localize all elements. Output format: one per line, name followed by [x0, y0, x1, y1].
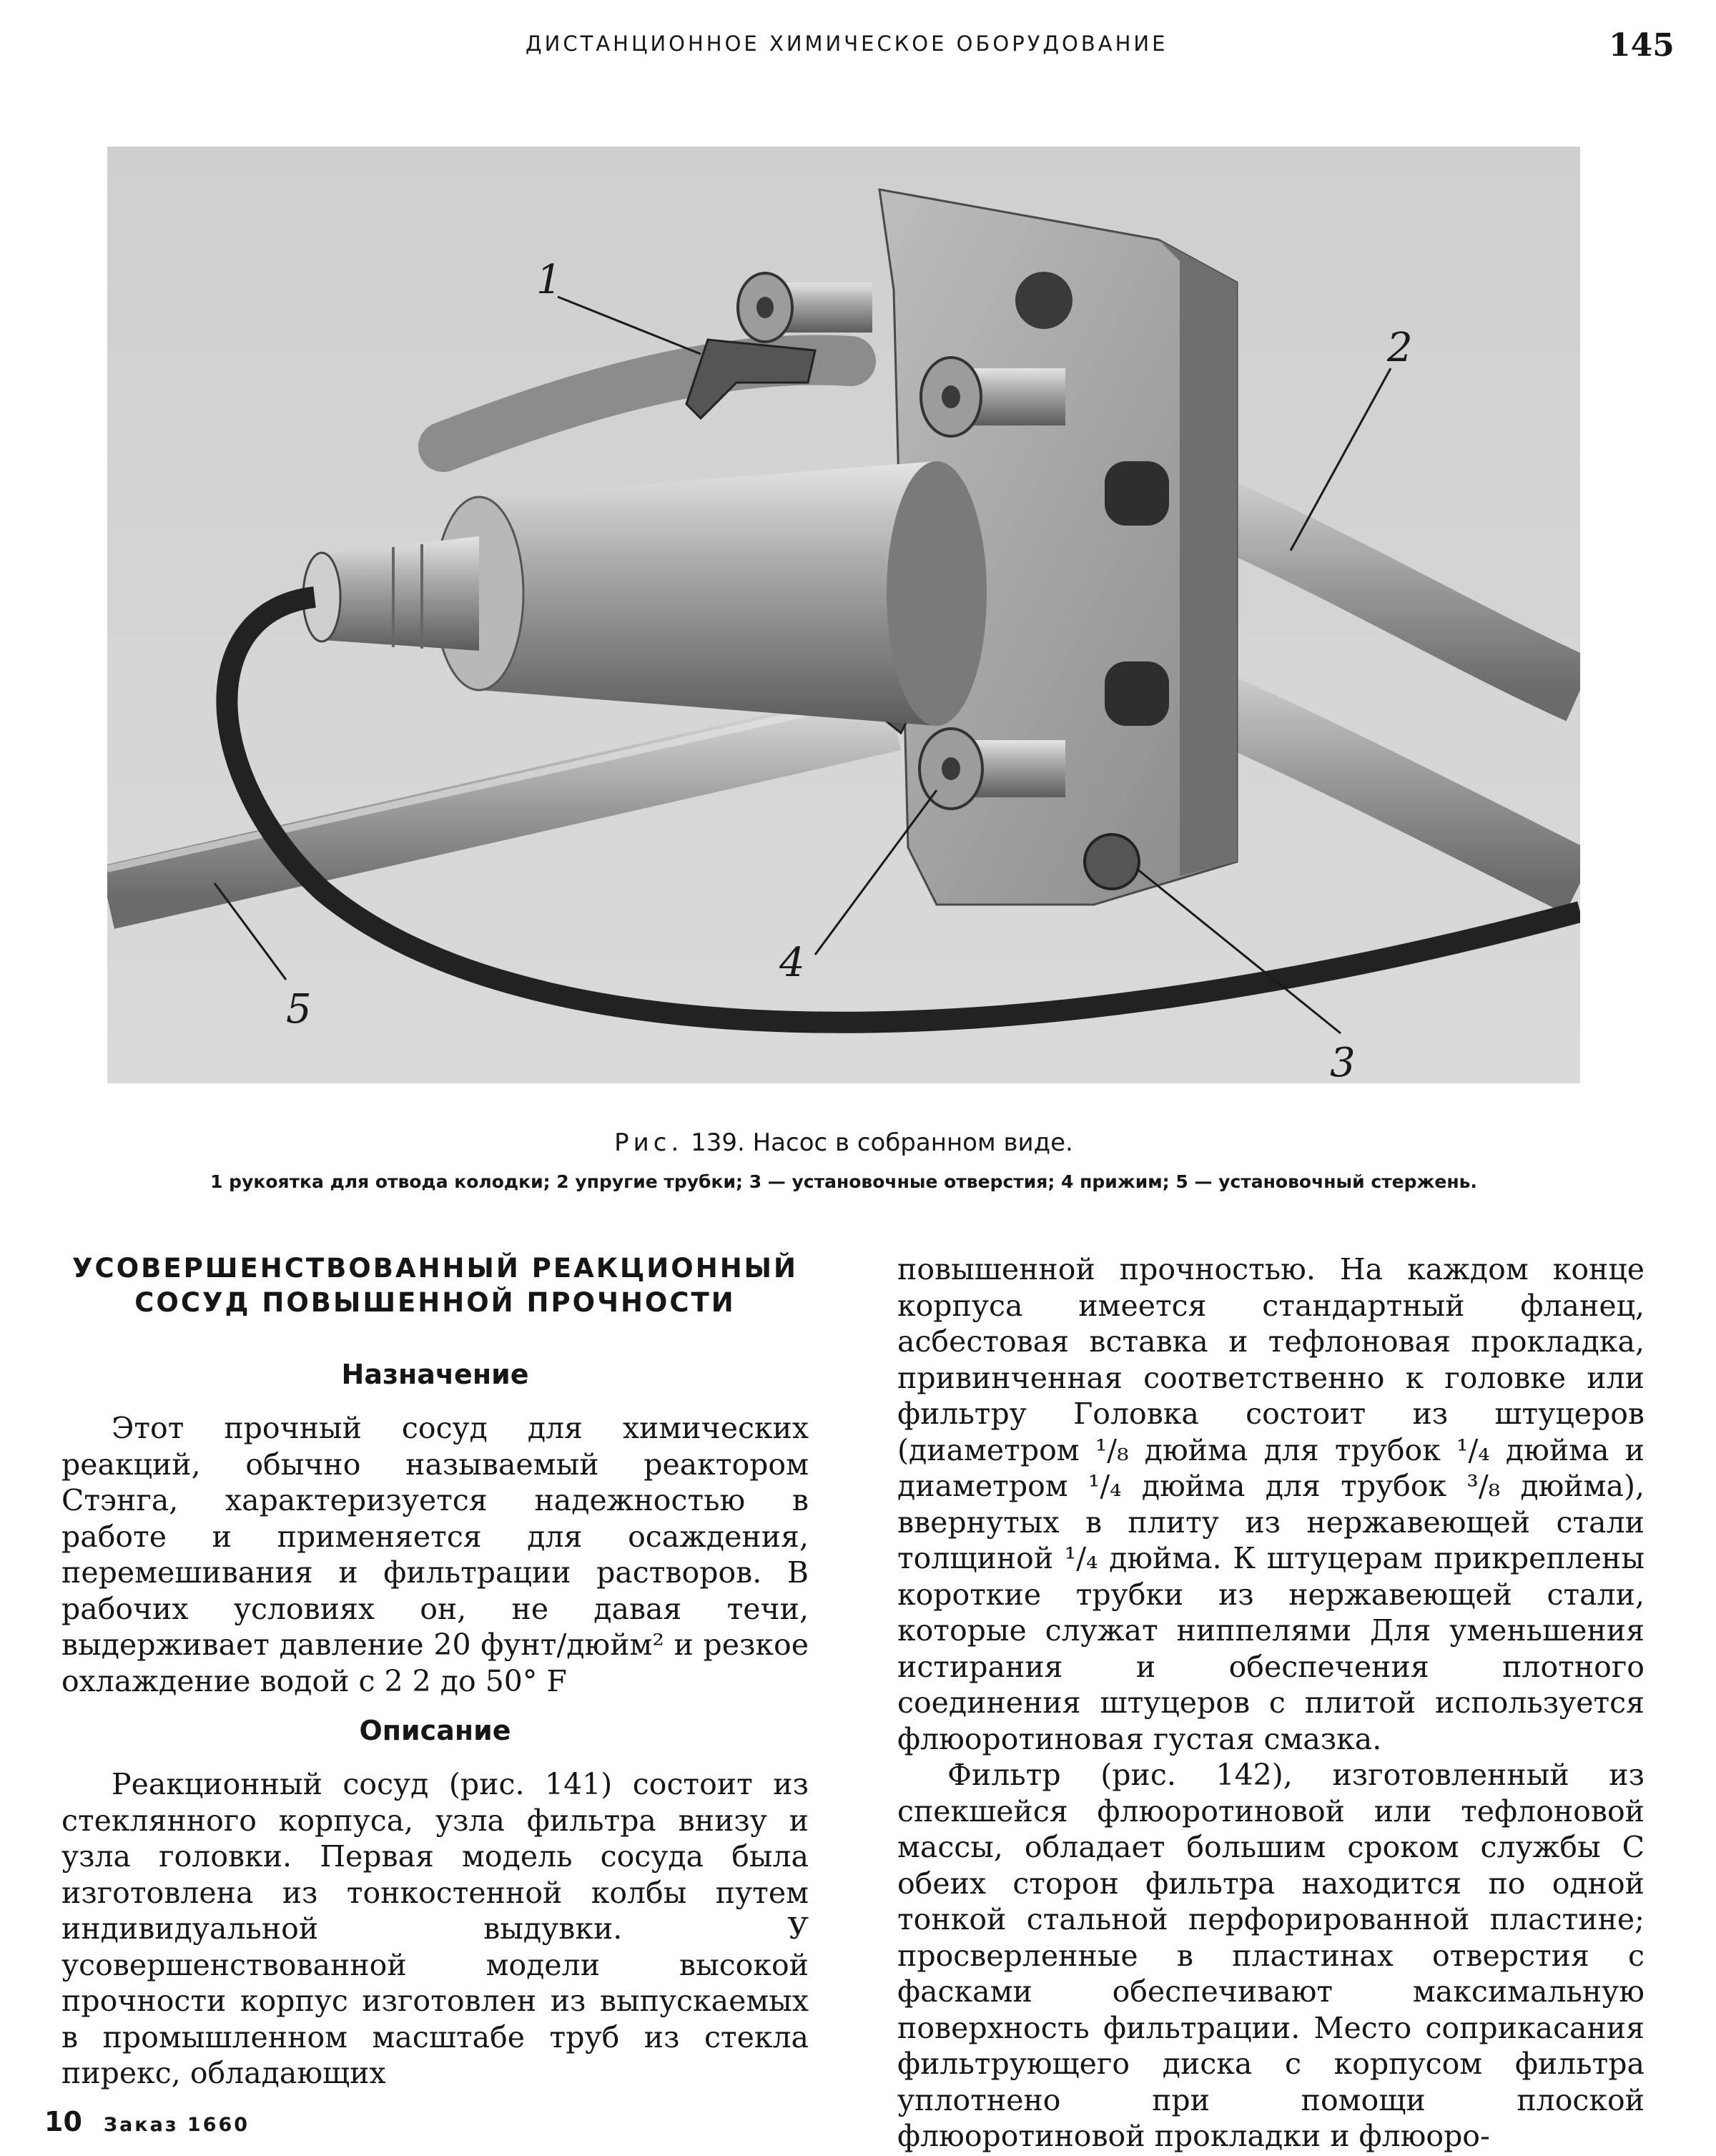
left-column — [61, 1251, 809, 2107]
running-title: ДИСТАНЦИОННОЕ ХИМИЧЕСКОЕ ОБОРУДОВАНИЕ — [526, 31, 1168, 56]
callout-4: 4 — [779, 940, 805, 986]
page-number: 145 — [1609, 27, 1675, 64]
knob-top-left — [738, 273, 872, 342]
right-column — [897, 1251, 1644, 2155]
purpose-heading: Назначение — [341, 1359, 529, 1390]
callout-2: 2 — [1387, 325, 1413, 371]
continuation-paragraph: повышенной прочностью. На каждом конце корпуса имеется стандартный фланец, асбестовая вставка и тефлоновая прокладка, привинченная соответственно к головке или фильтру Головка состоит из штуцеров (диаметром ¹/₈ дюйма для трубок ¹/₄ дюйма и диаметром ¹/₄ дюйма для трубок ³/₈ дюйма), ввернутых в плиту из нержавеющей стали толщиной ¹/₄ дюйма. К штуцерам прикреплены короткие трубки из нержавеющей стали, которые служат ниппелями Для уменьшения истирания и обеспечения плотного соединения штуцеров с плитой используется флюоротиновая густая смазка. — [897, 1252, 1644, 1756]
filter-paragraph: Фильтр (рис. 142), изготовленный из спекшейся флюоротиновой или тефлоновой массы, обладает большим сроком службы С обеих сторон фильтра находится по одной тонкой стальной перфорированной пластине; просверленные в пластинах отверстия с фасками обеспечивают максимальную поверхность фильтрации. Место соприкасания фильтрующего диска с корпусом фильтра уплотнено при помощи плоской флюоротиновой прокладки и флюоро- — [897, 1758, 1644, 2153]
mounting-hole — [1085, 835, 1139, 889]
pump-photo — [107, 147, 1580, 1083]
callout-3: 3 — [1330, 1040, 1356, 1083]
purpose-paragraph: Этот прочный сосуд для химических реакций, обычно называемый реактором Стэнга, характеризуется надежностью в работе и применяется для осаждения, перемешивания и фильтрации растворов. В рабочих условиях он, не давая течи, выдерживает давление 20 фунт/дюйм² и резкое охлаждение водой с 2 2 до 50° F — [61, 1411, 809, 1698]
callout-1: 1 — [536, 257, 562, 303]
caption-legend: 1 рукоятка для отвода колодки; 2 упругие трубки; 3 — установочные отверстия; 4 прижим; 5 — установочный стержень. — [210, 1171, 1477, 1192]
running-head — [0, 27, 1716, 77]
article-title: УСОВЕРШЕНСТВОВАННЫЙ РЕАКЦИОННЫЙ СОСУД ПОВЫШЕННОЙ ПРОЧНОСТИ — [72, 1253, 798, 1318]
signature-mark: 10 — [44, 2106, 82, 2137]
tube-port-upper — [1105, 461, 1169, 526]
description-paragraph: Реакционный сосуд (рис. 141) состоит из стеклянного корпуса, узла фильтра внизу и узла головки. Первая модель сосуда была изготовлена из тонкостенной колбы путем индивидуальной выдувки. У усовершенствованной модели высокой прочности корпус изготовлен из выпускаемых в промышленном масштабе труб из стекла пирекс, обладающих — [61, 1767, 809, 2090]
block-hole — [1015, 272, 1072, 329]
cable-connector — [303, 536, 479, 651]
pump-illustration — [107, 147, 1580, 1083]
footer — [44, 2106, 250, 2137]
motor-cylinder — [435, 461, 987, 726]
clamp-knob — [919, 729, 1065, 809]
knob-top-right — [921, 358, 1065, 436]
callout-5: 5 — [286, 986, 312, 1033]
print-order: Заказ 1660 — [103, 2114, 250, 2136]
description-heading: Описание — [359, 1715, 511, 1746]
caption-title — [107, 1128, 1580, 1157]
tube-port-lower — [1105, 661, 1169, 726]
figure-caption — [107, 1128, 1580, 1193]
caption-text: 139. Насос в собранном виде. — [683, 1128, 1073, 1157]
caption-lead: Рис. — [614, 1128, 684, 1157]
